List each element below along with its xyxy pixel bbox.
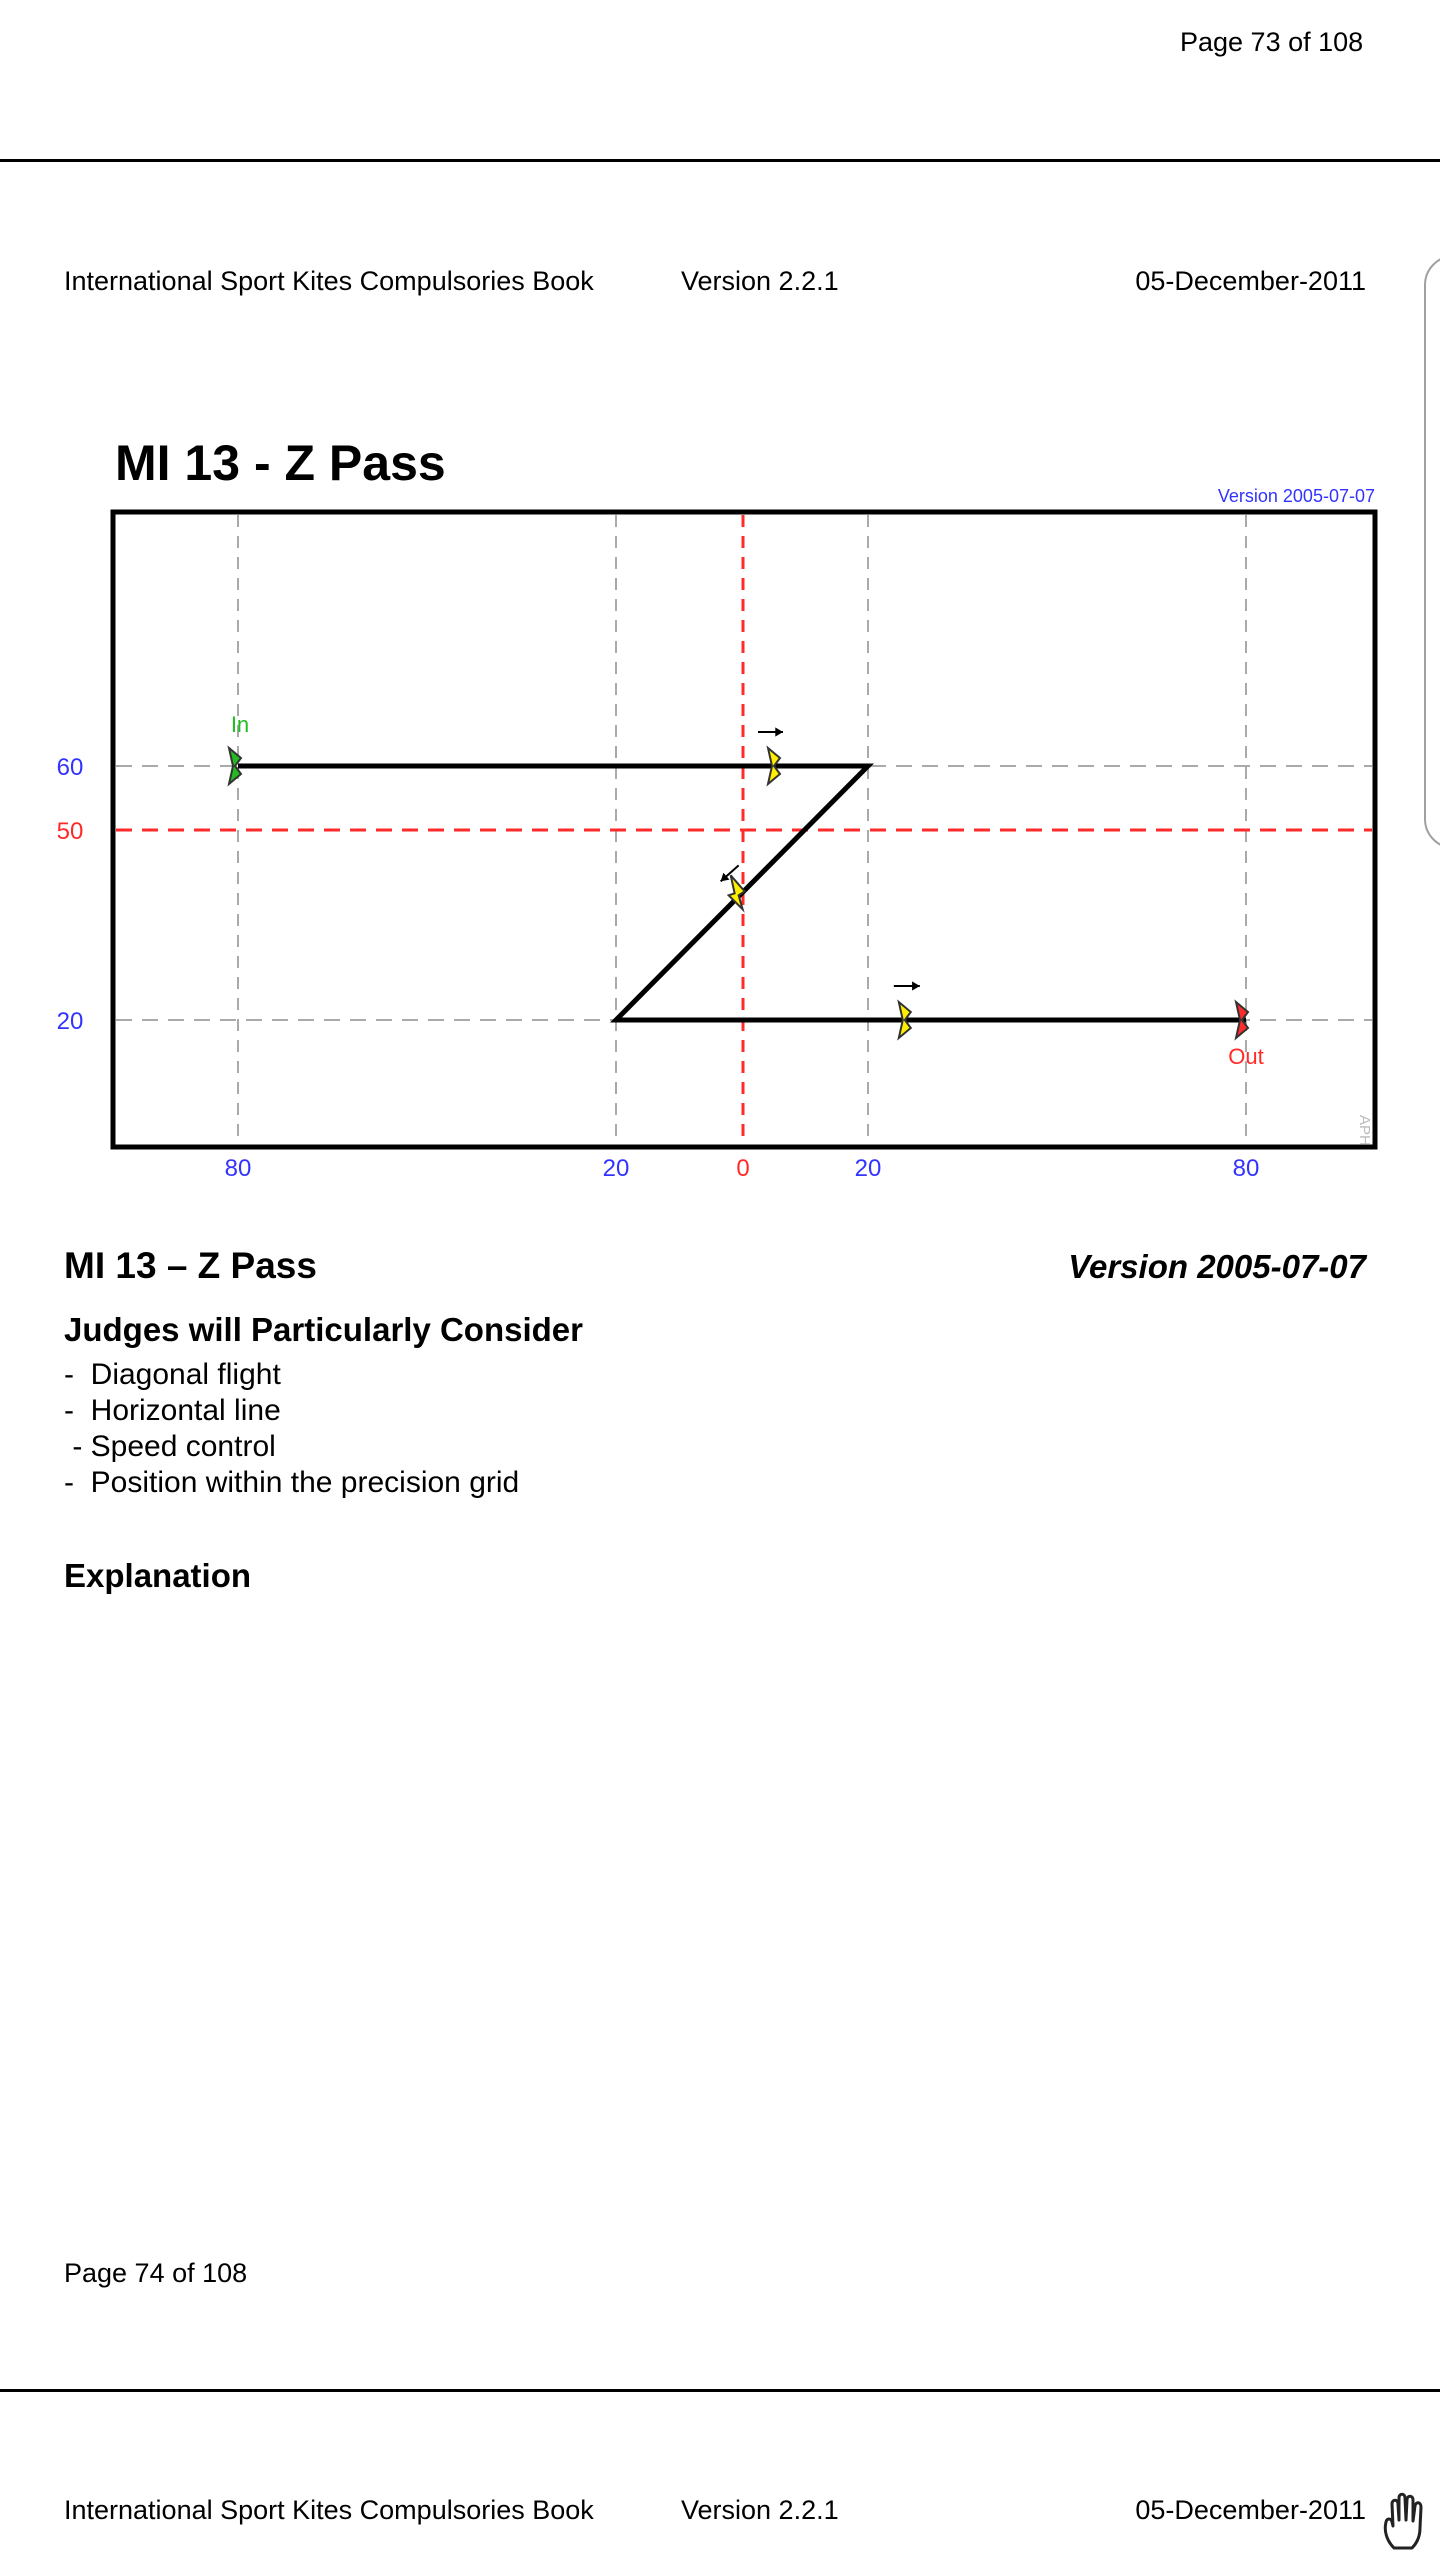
direction-arrow-bottom-head — [912, 981, 920, 990]
hand-tool-icon[interactable] — [1380, 2490, 1434, 2554]
footer-version: Version 2.2.1 — [681, 2495, 839, 2525]
criteria-item: - Horizontal line — [64, 1394, 281, 1427]
viewer-side-tab[interactable] — [1424, 255, 1440, 849]
explanation-heading: Explanation — [64, 1557, 252, 1594]
figure-watermark: APH — [1356, 1115, 1373, 1146]
header-book-title: International Sport Kites Compulsories Book — [64, 266, 594, 296]
criteria-item: - Diagonal flight — [64, 1358, 281, 1391]
page-divider-top — [0, 159, 1440, 162]
marker-label-in: In — [230, 712, 250, 737]
criteria-item: - Position within the precision grid — [64, 1466, 520, 1499]
z-pass-diagram — [50, 440, 1390, 1180]
x-axis-label: 20 — [854, 1155, 882, 1180]
flight-path — [229, 727, 1248, 1038]
figure-version: Version 2005-07-07 — [1217, 486, 1375, 506]
figure-title: MI 13 - Z Pass — [115, 440, 446, 491]
page-divider-bottom — [0, 2389, 1440, 2392]
x-axis-label: 0 — [736, 1155, 750, 1180]
y-axis-label: 50 — [56, 818, 84, 845]
precision-grid — [116, 515, 1372, 1145]
header-version: Version 2.2.1 — [681, 266, 839, 296]
x-axis-label: 80 — [224, 1155, 252, 1180]
page-number-bottom: Page 74 of 108 — [64, 2258, 248, 2288]
direction-arrow-top-head — [775, 727, 783, 736]
y-axis-label: 60 — [56, 754, 84, 781]
section-title: MI 13 – Z Pass — [64, 1245, 317, 1286]
marker-label-out: Out — [1228, 1044, 1264, 1069]
footer-date: 05-December-2011 — [1135, 2495, 1366, 2525]
section-version: Version 2005-07-07 — [1068, 1248, 1366, 1285]
criteria-list — [64, 1357, 519, 1501]
header-date: 05-December-2011 — [1135, 266, 1366, 296]
x-axis-label: 80 — [1232, 1155, 1260, 1180]
y-axis-label: 20 — [56, 1008, 84, 1035]
footer-book-title: International Sport Kites Compulsories Book — [64, 2495, 594, 2525]
criteria-item: - Speed control — [64, 1430, 276, 1463]
page-number-top: Page 73 of 108 — [1180, 27, 1364, 57]
judges-heading: Judges will Particularly Consider — [64, 1311, 583, 1348]
x-axis-label: 20 — [602, 1155, 630, 1180]
